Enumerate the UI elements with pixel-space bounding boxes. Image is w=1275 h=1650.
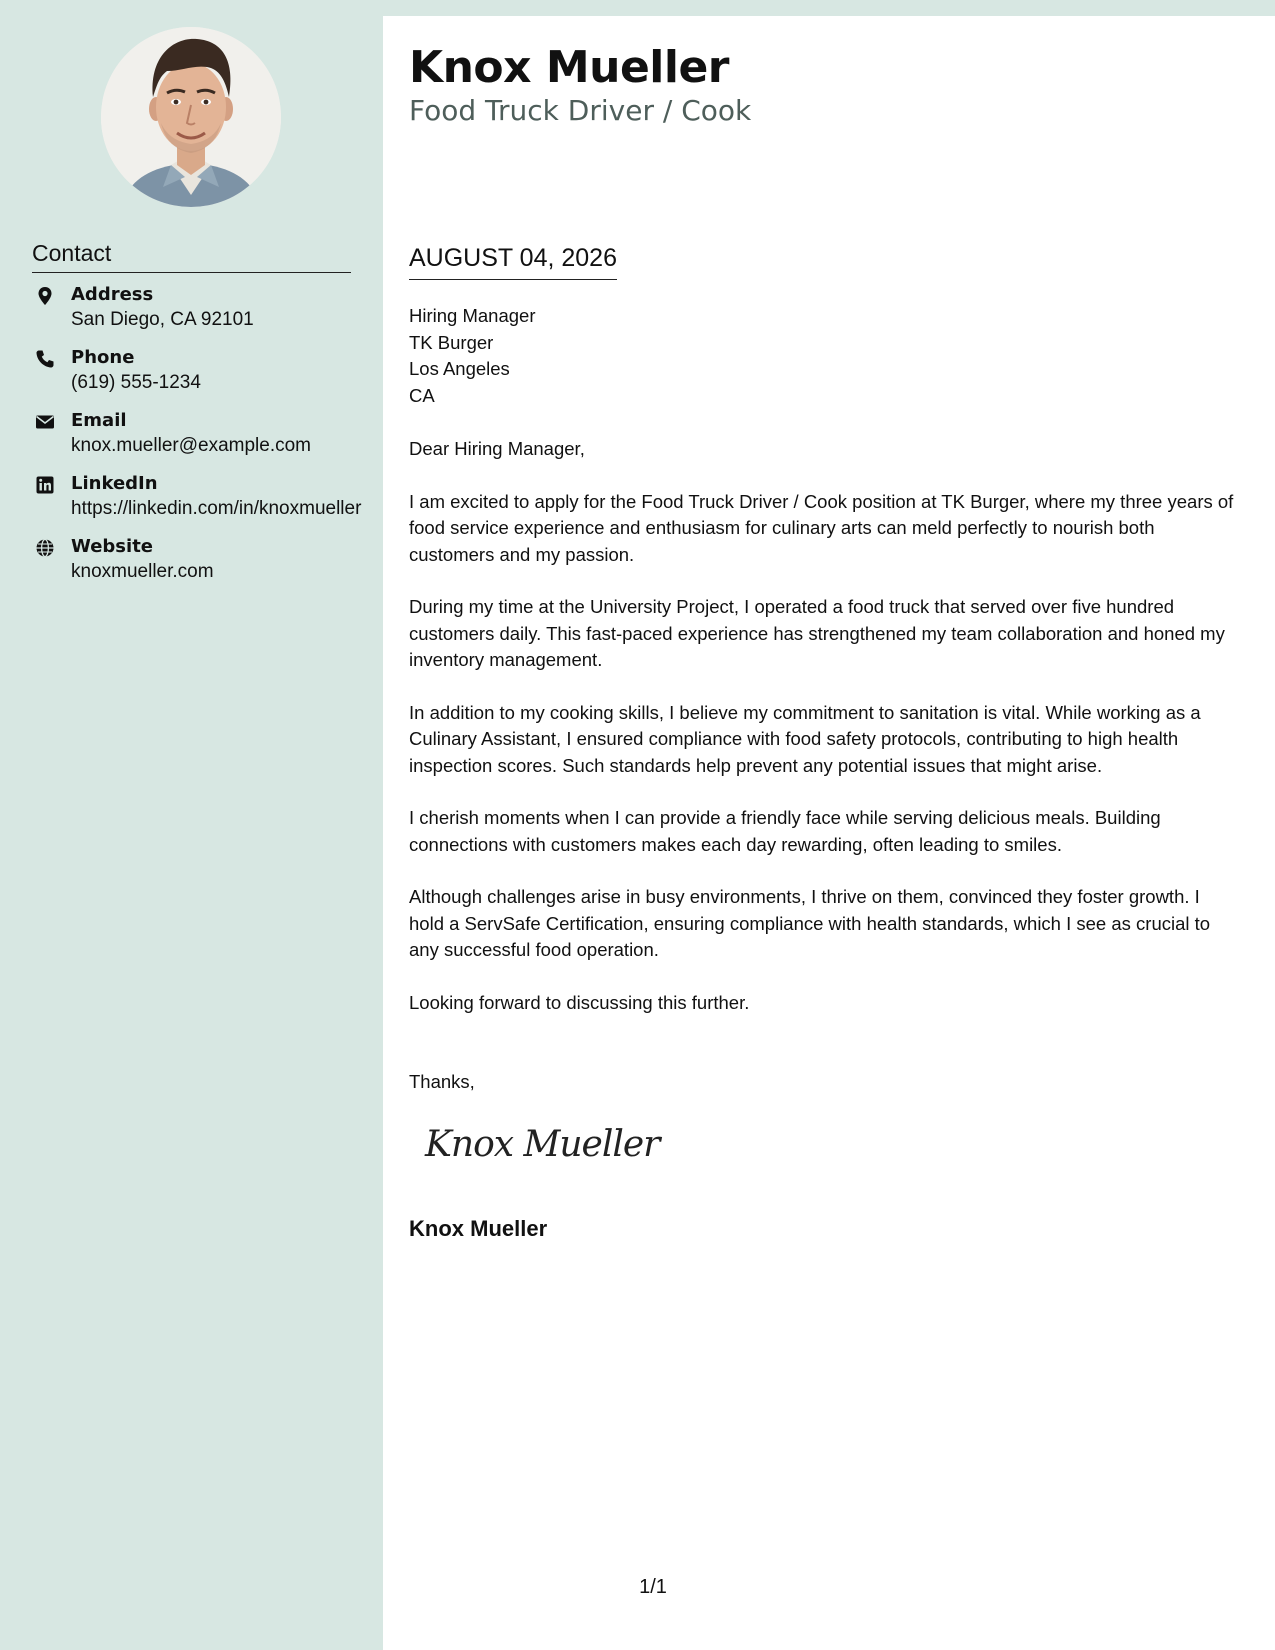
body-paragraph: I cherish moments when I can provide a friendly face while serving delicious meals. Building connections with customers makes each day rewarding, often leading to smiles.	[409, 807, 1161, 855]
contact-address	[32, 283, 362, 332]
applicant-title: Food Truck Driver / Cook	[409, 94, 752, 127]
body-paragraph: Although challenges arise in busy environments, I thrive on them, convinced they foster growth. I hold a ServSafe Certification, ensuring compliance with health standards, which I see as crucial to any successful food operation.	[409, 886, 1211, 960]
linkedin-label: LinkedIn	[71, 473, 158, 494]
body-paragraph: I am excited to apply for the Food Truck Driver / Cook position at TK Burger, where my three years of food service experience and enthusiasm for culinary arts can meld perfectly to nourish both customers and my passion.	[409, 490, 1234, 565]
signer-name: Knox Mueller	[409, 1216, 548, 1241]
phone-label: Phone	[71, 347, 135, 368]
applicant-name: Knox Mueller	[409, 42, 730, 93]
recipient-line: Hiring Manager	[409, 305, 536, 326]
body-paragraph: During my time at the University Project, I operated a food truck that served over five hundred customers daily. This fast-paced experience has strengthened my team collaboration and honed my inventory management.	[409, 596, 1225, 670]
linkedin-value[interactable]: https://linkedin.com/in/knoxmueller	[71, 498, 362, 519]
website-value[interactable]: knoxmueller.com	[71, 561, 214, 582]
contact-linkedin	[32, 472, 362, 521]
contact-list	[32, 283, 362, 598]
globe-icon	[35, 538, 55, 558]
phone-value: (619) 555-1234	[71, 372, 201, 393]
letter-main	[383, 16, 1275, 1650]
contact-phone	[32, 346, 362, 395]
linkedin-icon	[35, 475, 55, 495]
sidebar	[0, 0, 383, 1650]
email-label: Email	[71, 410, 127, 431]
website-label: Website	[71, 536, 154, 557]
recipient-block	[409, 303, 535, 409]
body-paragraph: In addition to my cooking skills, I believe my commitment to sanitation is vital. While working as a Culinary Assistant, I ensured compliance with food safety protocols, contributing to high health inspection scores. Such standards help prevent any potential issues that might arise.	[409, 701, 1201, 776]
contact-website	[32, 535, 362, 584]
letter-body	[409, 436, 1239, 1042]
location-pin-icon	[35, 286, 55, 306]
recipient-line: TK Burger	[409, 331, 494, 353]
handwritten-signature: Knox Mueller	[425, 1124, 660, 1165]
letter-date: AUGUST 04, 2026	[409, 244, 617, 280]
profile-photo	[101, 27, 281, 207]
address-value: San Diego, CA 92101	[71, 309, 254, 330]
salutation: Dear Hiring Manager,	[409, 438, 585, 459]
contact-heading: Contact	[32, 240, 351, 273]
closing: Thanks,	[409, 1071, 475, 1092]
address-label: Address	[71, 284, 154, 305]
email-value[interactable]: knox.mueller@example.com	[71, 435, 311, 456]
page-number: 1/1	[639, 1576, 667, 1598]
recipient-line: CA	[409, 384, 435, 406]
recipient-line: Los Angeles	[409, 358, 510, 379]
contact-email	[32, 409, 362, 458]
body-paragraph: Looking forward to discussing this further.	[409, 991, 750, 1013]
envelope-icon	[35, 412, 55, 432]
phone-icon	[35, 349, 55, 369]
